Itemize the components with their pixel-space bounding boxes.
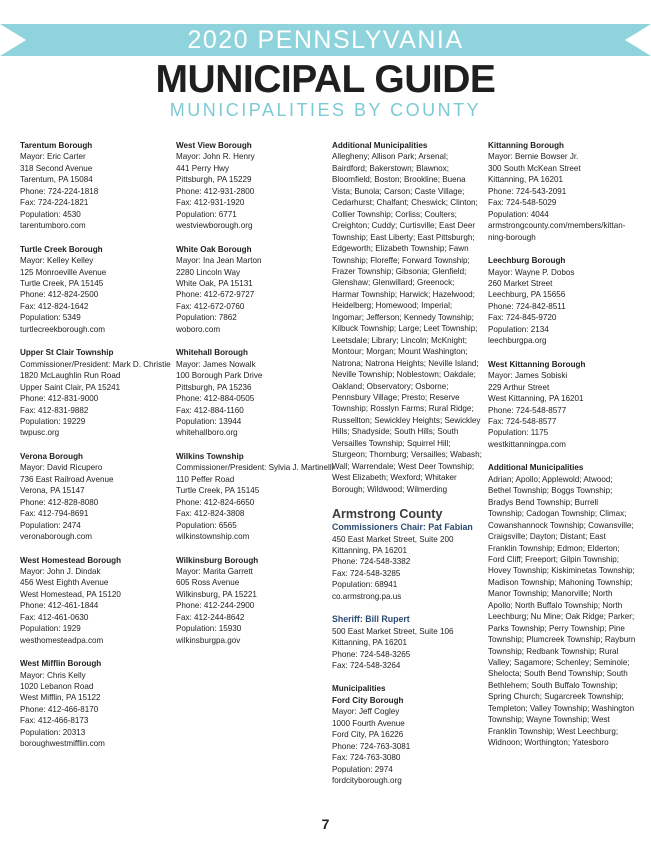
page-number: 7 [321,816,330,832]
entry-line: Phone: 412-672-9727 [176,290,255,300]
entry-line: Fax: 724-548-3285 [332,568,401,578]
entry-line: Fax: 724-763-3080 [332,753,401,763]
entry-line: turtlecreekborough.com [20,324,106,334]
entry-line: Population: 13944 [176,416,242,426]
entry-line: westviewborough.org [176,221,253,231]
entry-line: Phone: 412-824-6650 [176,497,255,507]
header-banner [0,24,651,56]
entry-line: Fax: 724-224-1821 [20,198,89,208]
municipality-entry [488,359,636,451]
entry-line: Phone: 724-548-3265 [332,649,411,659]
entry-line: Fax: 724-845-9720 [488,313,557,323]
entry-line: Wilkinsburg, PA 15221 [176,589,257,599]
entry-line: Pittsburgh, PA 15229 [176,175,252,185]
entry-line: Fax: 724-548-8577 [488,416,557,426]
entry-line: Phone: 412-884-0505 [176,394,255,404]
entry-line: Phone: 724-763-3081 [332,741,411,751]
entry-line: 450 East Market Street, Suite 200 [332,534,454,544]
entry-line: Phone: 412-824-2500 [20,290,99,300]
entry-name: Kittanning Borough [488,141,564,150]
entry-line: Phone: 724-224-1818 [20,186,99,196]
sheriff-entry [332,614,482,671]
entry-line: Fax: 412-466-8173 [20,716,89,726]
entry-line: 300 South McKean Street [488,163,581,173]
entry-line: Fax: 412-824-1642 [20,301,89,311]
additional-municipalities-armstrong [488,462,636,748]
entry-line: 125 Monroeville Avenue [20,267,107,277]
entry-line: Population: 68941 [332,580,398,590]
municipality-entry [20,244,168,336]
entry-line: Mayor: John R. Henry [176,152,255,162]
entry-line: Population: 4044 [488,209,549,219]
entry-line: 500 East Market Street, Suite 106 [332,626,454,636]
entry-line: Population: 7862 [176,313,237,323]
entry-name: West Homestead Borough [20,555,122,565]
ford-city-entry [332,683,482,786]
entry-name: Leechburg Borough [488,256,566,266]
entry-line: Fax: 412-672-0760 [176,301,245,311]
entry-name: Tarentum Borough [20,141,93,150]
entry-line: Fax: 412-931-1920 [176,198,245,208]
entry-line: West Mifflin, PA 15122 [20,693,101,703]
entry-line: Kittanning, PA 16201 [488,175,564,185]
entry-line: Phone: 724-548-3382 [332,557,411,567]
column-4 [488,140,636,761]
entry-line: Population: 6565 [176,520,237,530]
page-title: MUNICIPAL GUIDE [155,58,496,101]
municipality-entry [176,244,326,336]
entry-line: Phone: 412-466-8170 [20,704,99,714]
additional-municipalities-title: Additional Municipalities [332,141,428,150]
entry-line: Mayor: Chris Kelly [20,670,86,680]
entry-line: Ford City, PA 16226 [332,730,404,740]
entry-name: West Mifflin Borough [20,659,102,669]
entry-line: West Homestead, PA 15120 [20,589,121,599]
entry-line: 100 Borough Park Drive [176,371,263,381]
entry-line: Fax: 412-461-0630 [20,612,89,622]
municipality-entry [176,347,326,439]
entry-name: Verona Borough [20,451,83,461]
entry-line: Population: 15930 [176,624,242,634]
entry-line: Fax: 412-794-8691 [20,509,89,519]
entry-line: 1020 Lebanon Road [20,682,94,692]
entry-line: Mayor: Wayne P. Dobos [488,267,575,277]
entry-line: Mayor: Jeff Cogley [332,707,400,717]
entry-line: woboro.com [176,324,221,334]
entry-line: Mayor: David Ricupero [20,463,103,473]
entry-line: veronaborough.com [20,532,92,542]
entry-line: West Kittanning, PA 16201 [488,394,584,404]
entry-line: Phone: 412-931-2800 [176,186,255,196]
entry-line: Phone: 724-543-2091 [488,186,567,196]
entry-line: Phone: 412-831-9000 [20,394,99,404]
entry-line: fordcityborough.org [332,776,402,786]
additional-municipalities-list: Allegheny; Allison Park; Arsenal; Bairdford; Bakerstown; Blawnox; Bloomfield; Boston; Brookline; Buena Vista; Bunola; Carson; Caste Village; Cedarhurst; Chalfant; Cheswick; Clinton; Collier Township; Corliss; Coulters; Creighton; Cuddy; Curtisville; East Deer Township; East Liberty; East Pittsburgh; Edgeworth; Elizabeth Township; Fawn Township; Floreffe; Forward Township; Frazer Township; Gibsonia; Glenfield; Glenshaw; Glenwillard; Greenock; Harmar Township; Harwick; Hazelwood; Heidelberg; Homewood; Imperial; Ingomar; Jefferson; Kennedy Township; Kilbuck Township; Large; Leet Township; Leetsdale; Library; Lincoln; McKnight; Montour; Morgan; Mount Washington; Natrona; Natrona Heights; Neville Island; Neville Township; Noblestown; Oakdale; Oakland; Observatory; Osborne; Pennsbury Village; Presto; Reserve Township; Rosslyn Farms; Rural Ridge; Russellton; Sewickley Heights; Sewickley Hills; Shadyside; South Hills; South Versailles Township; Squirrel Hill; Sturgeon; Thornburg; Versailles; Wabash; Wall; Warrendale; West Deer Township; West Elizabeth; Wexford; Whitaker Borough; Wildwood; Wilmerding [332,152,482,494]
entry-line: Commissioner/President: Mark D. Christie [20,359,171,369]
entry-line: 110 Peffer Road [176,474,235,484]
municipality-entry [20,451,168,543]
entry-line: Mayor: Marita Garrett [176,566,253,576]
entry-line: Mayor: James Sobiski [488,371,568,381]
entry-line: Fax: 724-548-5029 [488,198,557,208]
entry-name: West Kittanning Borough [488,359,586,369]
entry-line: tarentumboro.com [20,221,86,231]
entry-line: whitehallboro.org [176,428,238,438]
entry-line: Commissioner/President: Sylvia J. Martinelli [176,463,334,473]
entry-line: Fax: 412-244-8642 [176,612,245,622]
entry-line: 260 Market Street [488,278,553,288]
entry-line: White Oak, PA 15131 [176,278,253,288]
entry-line: Mayor: Ina Jean Marton [176,256,262,266]
entry-line: Fax: 412-884-1160 [176,405,244,415]
column-1 [20,140,171,762]
entry-line: Mayor: Bernie Bowser Jr. [488,152,579,162]
entry-line: 2280 Lincoln Way [176,267,241,277]
entry-line: wilkinsburgpa.gov [176,635,241,645]
commissioners-chair: Commissioners Chair: Pat Fabian [332,522,473,533]
entry-line: westkittanningpa.com [488,439,566,449]
commissioners-entry [332,522,482,602]
entry-line: Turtle Creek, PA 15145 [176,486,260,496]
entry-name: Upper St Clair Township [20,348,114,358]
entry-line: Population: 5349 [20,313,81,323]
entry-line: co.armstrong.pa.us [332,591,402,601]
municipality-entry [20,140,168,232]
entry-line: wilkinstownship.com [176,532,250,542]
page-subtitle: MUNICIPALITIES BY COUNTY [169,100,482,120]
entry-line: 605 Ross Avenue [176,578,240,588]
entry-line: ning-borough [488,232,536,242]
additional-municipalities-title: Additional Municipalities [488,463,584,473]
entry-name: White Oak Borough [176,244,252,254]
municipality-entry [176,555,326,647]
entry-line: Pittsburgh, PA 15236 [176,382,252,392]
entry-line: Population: 4530 [20,209,81,219]
entry-name: Ford City Borough [332,695,404,705]
entry-line: 1000 Fourth Avenue [332,718,405,728]
entry-line: 736 East Railroad Avenue [20,474,114,484]
municipalities-subheading: Municipalities [332,684,386,694]
county-heading: Armstrong County [332,507,443,522]
entry-name: Wilkinsburg Borough [176,555,259,565]
banner-text: 2020 PENNSLYVANIA [187,26,464,54]
entry-name: Whitehall Borough [176,348,248,358]
entry-line: 229 Arthur Street [488,382,550,392]
entry-line: Fax: 412-824-3808 [176,509,245,519]
entry-line: Mayor: Kelley Kelley [20,256,94,266]
entry-line: westhomesteadpa.com [20,635,104,645]
entry-line: Population: 2474 [20,520,81,530]
municipality-entry [20,347,171,439]
entry-name: West View Borough [176,141,252,150]
entry-name: Turtle Creek Borough [20,244,103,254]
municipality-entry [20,555,168,647]
municipality-entry [488,140,636,243]
entry-line: Phone: 412-461-1844 [20,601,99,611]
additional-municipalities-allegheny [332,140,482,495]
entry-line: Population: 2134 [488,324,549,334]
column-2 [176,140,334,658]
entry-line: boroughwestmifflin.com [20,739,105,749]
entry-line: 1820 McLaughlin Run Road [20,371,121,381]
entry-line: 456 West Eighth Avenue [20,578,109,588]
entry-line: 318 Second Avenue [20,163,93,173]
entry-line: twpusc.org [20,428,60,438]
entry-line: Kittanning, PA 16201 [332,638,408,648]
entry-line: leechburgpa.org [488,336,547,346]
entry-line: 441 Perry Hwy [176,163,230,173]
entry-line: Fax: 724-548-3264 [332,661,401,671]
entry-line: Population: 2974 [332,764,393,774]
entry-line: Kittanning, PA 16201 [332,545,408,555]
entry-line: Turtle Creek, PA 15145 [20,278,104,288]
entry-name: Wilkins Township [176,451,244,461]
municipality-entry [20,658,168,750]
municipality-entry [176,140,326,232]
sheriff-name: Sheriff: Bill Rupert [332,614,410,625]
entry-line: Population: 19229 [20,416,86,426]
entry-line: Verona, PA 15147 [20,486,85,496]
entry-line: Population: 1929 [20,624,81,634]
entry-line: Population: 1175 [488,428,549,438]
entry-line: Population: 6771 [176,209,237,219]
entry-line: Upper Saint Clair, PA 15241 [20,382,121,392]
entry-line: Tarentum, PA 15084 [20,175,93,185]
entry-line: Population: 20313 [20,727,86,737]
entry-line: Phone: 724-842-8511 [488,301,566,311]
entry-line: Phone: 724-548-8577 [488,405,567,415]
entry-line: Phone: 412-828-8080 [20,497,99,507]
entry-line: Mayor: Eric Carter [20,152,86,162]
entry-line: Phone: 412-244-2900 [176,601,255,611]
additional-municipalities-list: Adrian; Apollo; Applewold; Atwood; Bethel Township; Boggs Township; Bradys Bend Township; Burrell Township; Cadogan Township; Climax; Cowanshannock Township; Cowansville; Craigsville; Dayton; Distant; East Franklin Township; Edmon; Elderton; Ford Cliff; Freeport; Gilpin Township; Hovey Township; Kiskiminetas Township; Madison Township; Mahoning Township; Manor Township; Manorville; North Apollo; North Buffalo Township; North Leechburg; Nu Mine; Oak Ridge; Parker; Parks Township; Perry Township; Pine Township; Plumcreek Township; Rayburn Township; Redbank Township; Rural Valley; Sagamore; Schenley; Seminole; Shelocta; South Bend Township; South Bethlehem; South Buffalo Township; Spring Church; Sugarcreek Township; Templeton; Valley Township; Washington Township; Wayne Township; West Franklin Township; West Leechburg; Widnoon; Worthington; Yatesboro [488,474,636,748]
entry-line: Leechburg, PA 15656 [488,290,566,300]
municipality-entry [488,255,636,347]
municipality-entry [176,451,334,543]
column-3 [332,140,482,799]
entry-line: Mayor: James Nowalk [176,359,256,369]
entry-line: Fax: 412-831-9882 [20,405,89,415]
entry-line: Mayor: John J. Dindak [20,566,101,576]
entry-line: armstrongcounty.com/members/kittan- [488,221,626,231]
